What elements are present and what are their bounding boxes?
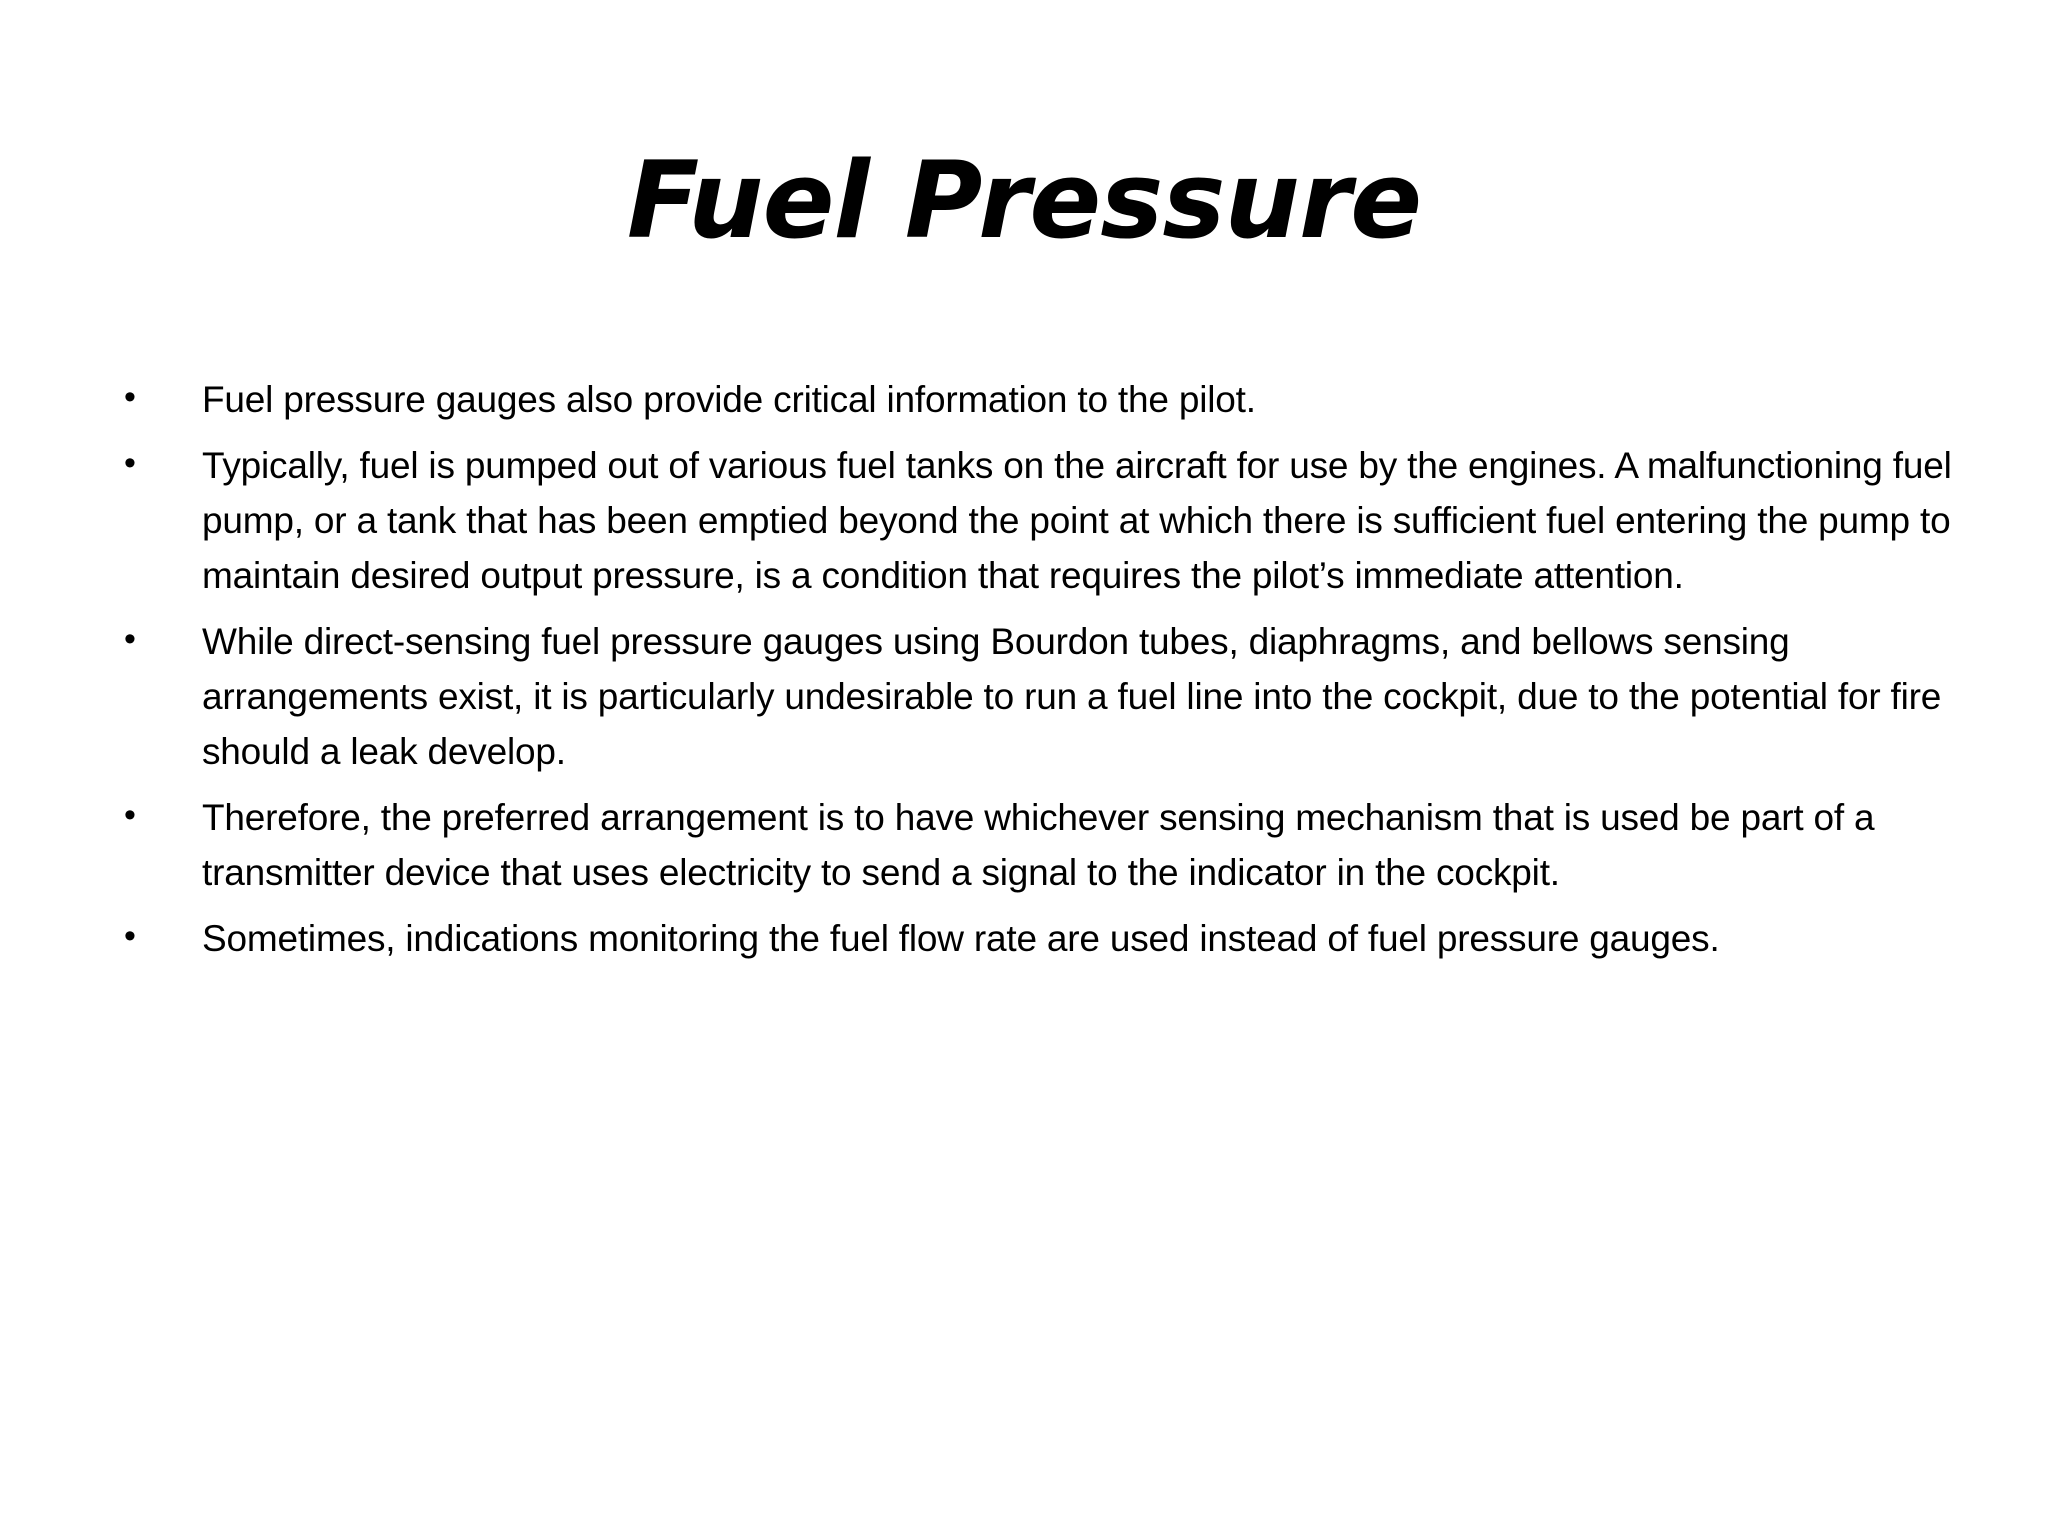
bullet-text: Typically, fuel is pumped out of various fuel tanks on the aircraft for use by the engines. A malfunctioning fuel pump, or a tank that has been emptied beyond the point at which there is sufficient fuel entering the pump to maintain desired output pressure, is a condition that requires the pilot’s immediate attention. [202,445,1952,596]
bullet-text: Therefore, the preferred arrangement is to have whichever sensing mechanism that is used be part of a transmitter device that uses electricity to send a signal to the indicator in the cockpit. [202,797,1875,893]
bullet-text: Fuel pressure gauges also provide critical information to the pilot. [202,379,1256,420]
bullet-text: Sometimes, indications monitoring the fuel flow rate are used instead of fuel pressure gauges. [202,918,1720,959]
bullet-icon: • [124,444,136,482]
list-item [0,438,2048,603]
bullet-icon: • [124,378,136,416]
list-item [0,911,2048,966]
slide-title: Fuel Pressure [626,139,1422,262]
list-item [0,614,2048,779]
bullet-list [0,372,2048,977]
list-item [0,790,2048,900]
bullet-text: While direct-sensing fuel pressure gauges using Bourdon tubes, diaphragms, and bellows sensing arrangements exist, it is particularly undesirable to run a fuel line into the cockpit, due to the potential for fire should a leak develop. [202,621,1942,772]
bullet-icon: • [124,620,136,658]
list-item [0,372,2048,427]
bullet-icon: • [124,917,136,955]
bullet-icon: • [124,796,136,834]
